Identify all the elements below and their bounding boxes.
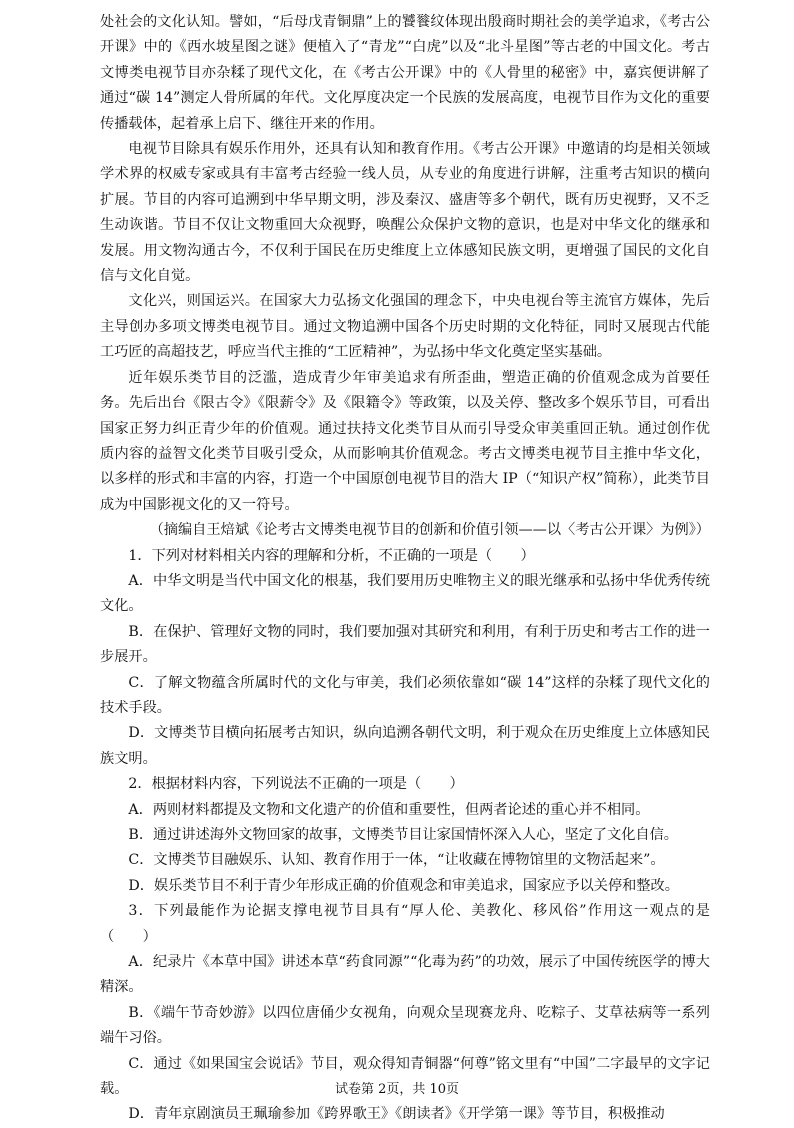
question-option: C．通过《如果国宝会说话》节目，观众得知青铜器“何尊”铭文里有“中国”二字最早的文字记载。 — [100, 1055, 710, 1098]
question-stem: 1．下列对材料相关内容的理解和分析，不正确的一项是（ ） — [128, 547, 535, 564]
question-option: A．纪录片《本草中国》讲述本草“药食同源”“化毒为药”的功效，展示了中国传统医学的博大精深。 — [100, 954, 710, 996]
question-option: B．《端午节奇妙游》以四位唐俑少女视角，向观众呈现赛龙舟、吃粽子、艾草祛病等一系列端午习俗。 — [100, 1004, 710, 1047]
question-option: A．中华文明是当代中国文化的根基，我们要用历史唯物主义的眼光继承和弘扬中华优秀传统文化。 — [100, 572, 710, 615]
question-option: B．在保护、管理好文物的同时，我们要加强对其研究和利用，有利于历史和考古工作的进一步展开。 — [100, 623, 710, 666]
document-body — [100, 10, 710, 1128]
paragraph: 文化兴，则国运兴。在国家大力弘扬文化强国的理念下，中央电视台等主流官方媒体，先后主导创办多项文博类电视节目。通过文物追溯中国各个历史时期的文化特征，同时又展现古代能工巧匠的高超技艺，呼应当代主推的“工匠精神”，为弘扬中华文化奠定坚实基础。 — [100, 293, 710, 361]
question-option: D．青年京剧演员王珮瑜参加《跨界歌王》《朗读者》《开学第一课》等节目，积极推动 — [128, 1106, 665, 1123]
paragraph: 近年娱乐类节目的泛滥，造成青少年审美追求有所歪曲，塑造正确的价值观念成为首要任务。先后出台《限古令》《限薪令》及《限籍令》等政策，以及关停、整改多个娱乐节目，可看出国家正努力纠正青少年的价值观。通过扶持文化类节目从而引导受众审美重回正轨。通过创作优质内容的益智文化类节目吸引受众，从而影响其价值观念。考古文博类电视节目主推中华文化，以多样的形式和丰富的内容，打造一个中国原创电视节目的浩大 IP（“知识产权”简称），此类节目成为中国影视文化的又一符号。 — [100, 369, 710, 513]
question-option: C．了解文物蕴含所属时代的文化与审美，我们必须依靠如“碳 14”这样的杂糅了现代文化的技术手段。 — [100, 674, 710, 716]
question-stem: 3．下列最能作为论据支撑电视节目具有“厚人伦、美教化、移风俗”作用这一观点的是（ ） — [100, 903, 710, 945]
question-option: D．文博类节目横向拓展考古知识，纵向追溯各朝代文明，利于观众在历史维度上立体感知民族文明。 — [100, 725, 710, 767]
paragraph: 处社会的文化认知。譬如，“后母戊青铜鼎”上的饕餮纹体现出殷商时期社会的美学追求，《考古公开课》中的《西水坡星图之谜》便植入了“青龙”“白虎”以及“北斗星图”等古老的中国文化。考古文博类电视节目亦杂糅了现代文化，在《考古公开课》中的《人骨里的秘密》中，嘉宾便讲解了通过“碳 14”测定人骨所属的年代。文化厚度决定一个民族的发展高度，电视节目作为文化的重要传播载体，起着承上启下、继往开来的作用。 — [100, 14, 710, 132]
page-footer: 试卷第 2页，共 10页 — [334, 1082, 460, 1097]
question-option: B．通过讲述海外文物回家的故事，文博类节目让家国情怀深入人心，坚定了文化自信。 — [128, 827, 678, 843]
question-stem: 2．根据材料内容，下列说法不正确的一项是（ ） — [128, 776, 464, 793]
question-option: D．娱乐类节目不利于青少年形成正确的价值观念和审美追求，国家应予以关停和整改。 — [128, 877, 679, 894]
source-citation: （摘编自王焙斌《论考古文博类电视节目的创新和价值引领——以〈考古公开课〉为例》） — [149, 522, 710, 539]
question-option: C．文博类节目融娱乐、认知、教育作用于一体，“让收藏在博物馆里的文物活起来”。 — [128, 852, 665, 869]
question-option: A．两则材料都提及文物和文化遗产的价值和重要性，但两者论述的重心并不相同。 — [128, 801, 650, 818]
paragraph: 电视节目除具有娱乐作用外，还具有认知和教育作用。《考古公开课》中邀请的均是相关领域学术界的权威专家或具有丰富考古经验一线人员，从专业的角度进行讲解，注重考古知识的横向扩展。节目的内容可追溯到中华早期文明，涉及秦汉、盛唐等多个朝代，既有历史视野，又不乏生动诙谐。节目不仅让文物重回大众视野，唤醒公众保护文物的意识，也是对中华文化的继承和发展。用文物沟通古今，不仅利于国民在历史维度上立体感知民族文明，更增强了国民的文化自信与文化自觉。 — [100, 141, 710, 285]
